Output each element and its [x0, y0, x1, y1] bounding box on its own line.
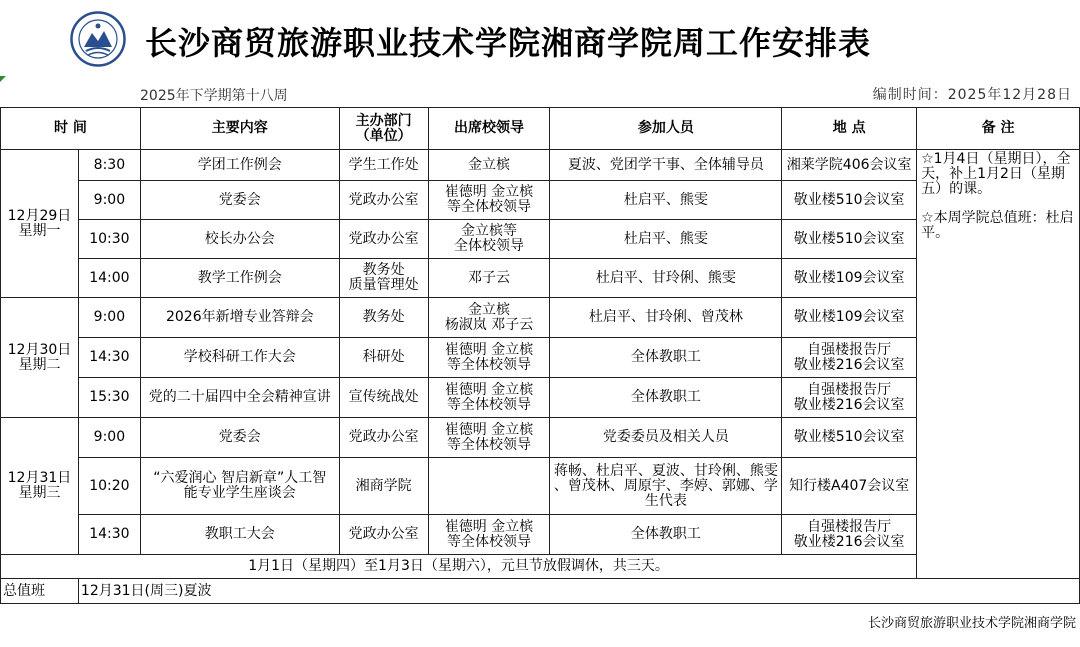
- content-cell: [140, 338, 339, 378]
- dept-cell-line: 质量管理处: [348, 277, 419, 293]
- leaders-cell-line: 金立槟: [468, 301, 511, 318]
- content-cell-line: 党的二十届四中全会精神宣讲: [148, 389, 331, 405]
- time-cell: [78, 378, 140, 418]
- leaders-cell: [428, 515, 550, 555]
- compiled-date: 编制时间：2025年12月28日: [872, 87, 1072, 103]
- participants-cell: [550, 298, 782, 338]
- location-cell-line: 敬业楼109会议室: [793, 269, 905, 286]
- content-cell: [140, 418, 339, 458]
- duty-label-line: 总值班: [3, 582, 45, 599]
- participants-cell: [550, 181, 782, 220]
- participants-cell: [550, 220, 782, 259]
- day-cell-line: 星期二: [18, 356, 61, 373]
- content-cell-line: 学团工作例会: [197, 156, 282, 173]
- participants-cell-line: 生代表: [644, 492, 687, 509]
- duty-row: [1, 579, 1080, 604]
- leaders-cell-line: 崔德明 金立槟: [444, 518, 534, 535]
- participants-cell-line: 全体教职工: [630, 349, 701, 365]
- location-cell-line: 敬业楼510会议室: [793, 191, 905, 208]
- leaders-cell-line: 金立槟: [468, 156, 511, 173]
- content-cell: [140, 259, 339, 298]
- participants-cell: [550, 378, 782, 418]
- leaders-cell-line: 等全体校领导: [447, 436, 532, 453]
- location-cell-line: 自强楼报告厅: [807, 341, 892, 358]
- schedule-row: [1, 150, 1080, 181]
- location-cell-line: 湘莱学院406会议室: [786, 156, 912, 173]
- leaders-cell-line: 崔德明 金立槟: [444, 184, 534, 200]
- content-cell-line: 校长办公会: [204, 230, 275, 247]
- location-cell: [782, 458, 917, 515]
- leaders-cell-line: 等全体校领导: [447, 396, 532, 413]
- dept-cell: [339, 378, 428, 418]
- header-participants: 参加人员: [550, 108, 782, 150]
- header-time: 时 间: [1, 108, 141, 150]
- note-item: ☆本周学院总值班：杜启平。: [921, 210, 1074, 241]
- dept-cell: [339, 181, 428, 220]
- time-cell-line: 14:30: [89, 349, 130, 365]
- content-cell-line: 党委会: [218, 191, 261, 208]
- location-cell-line: 知行楼A407会议室: [789, 477, 910, 494]
- leaders-cell: [428, 458, 550, 515]
- leaders-cell-line: 全体校领导: [454, 238, 525, 254]
- location-cell: [782, 150, 917, 181]
- dept-cell: [339, 418, 428, 458]
- participants-cell-line: 、曾茂林、周原宇、李婷、郭娜、学: [553, 477, 778, 494]
- time-cell-line: 9:00: [93, 191, 126, 208]
- leaders-cell: [428, 338, 550, 378]
- leaders-cell-line: 杨淑岚 邓子云: [444, 316, 534, 333]
- leaders-cell-line: 崔德明 金立槟: [444, 381, 534, 398]
- participants-cell: [550, 150, 782, 181]
- leaders-cell: [428, 298, 550, 338]
- time-cell: [78, 515, 140, 555]
- dept-cell: [339, 515, 428, 555]
- dept-cell-line: 宣传统战处: [348, 389, 419, 405]
- content-cell: [140, 515, 339, 555]
- location-cell-line: 敬业楼216会议室: [793, 356, 905, 373]
- leaders-cell: [428, 150, 550, 181]
- participants-cell-line: 杜启平、甘玲俐、曾茂林: [588, 309, 743, 325]
- participants-cell-line: 杜启平、熊雯: [623, 191, 708, 208]
- content-cell-line: 教职工大会: [204, 526, 275, 542]
- time-cell: [78, 150, 140, 181]
- header-dept: [339, 108, 428, 150]
- time-cell-line: 10:20: [89, 477, 130, 494]
- time-cell: [78, 338, 140, 378]
- dept-cell: [339, 150, 428, 181]
- location-cell: [782, 515, 917, 555]
- day-cell-line: 12月29日: [7, 207, 72, 224]
- location-cell-line: 敬业楼216会议室: [793, 396, 905, 413]
- location-cell: [782, 378, 917, 418]
- header-notes: 备 注: [917, 108, 1080, 150]
- note-item: ☆1月4日（星期日），全天，补上1月2日（星期五）的课。: [921, 151, 1071, 197]
- location-cell: [782, 418, 917, 458]
- dept-cell-line: 教务处: [362, 309, 405, 325]
- participants-cell-line: 全体教职工: [630, 389, 701, 405]
- schedule-table: [0, 107, 1080, 604]
- content-cell-line: “六爱润心 智启新章”人工智: [153, 470, 327, 486]
- content-cell: [140, 458, 339, 515]
- semester-label: 2025年下学期第十八周: [140, 88, 288, 104]
- leaders-cell: [428, 259, 550, 298]
- holiday-notice: [1, 555, 917, 579]
- sub-header: [0, 81, 1080, 106]
- footer-organization: 长沙商贸旅游职业技术学院湘商学院: [867, 616, 1076, 631]
- participants-cell: [550, 515, 782, 555]
- duty-label: [1, 579, 79, 604]
- location-cell-line: 敬业楼510会议室: [793, 230, 905, 247]
- content-cell: [140, 220, 339, 259]
- content-cell: [140, 181, 339, 220]
- header-dept-line2: （单位）: [355, 127, 412, 144]
- leaders-cell-line: 崔德明 金立槟: [444, 421, 534, 438]
- time-cell: [78, 418, 140, 458]
- content-cell: [140, 298, 339, 338]
- participants-cell-line: 杜启平、熊雯: [623, 230, 708, 247]
- day-cell-line: 星期一: [18, 222, 61, 239]
- leaders-cell: [428, 220, 550, 259]
- time-cell-line: 15:30: [89, 389, 130, 405]
- leaders-cell-line: 等全体校领导: [447, 199, 532, 215]
- location-cell: [782, 338, 917, 378]
- header-row: [1, 108, 1080, 150]
- location-cell-line: 敬业楼109会议室: [793, 309, 905, 325]
- content-cell-line: 教学工作例会: [197, 269, 282, 286]
- location-cell-line: 自强楼报告厅: [807, 518, 892, 535]
- header-content: 主要内容: [140, 108, 339, 150]
- dept-cell-line: 党政办公室: [348, 230, 419, 247]
- notes-cell: [917, 150, 1080, 579]
- page-header: [0, 0, 1080, 80]
- leaders-cell: [428, 181, 550, 220]
- header-dept-line1: 主办部门: [355, 112, 412, 129]
- day-cell: [1, 150, 79, 298]
- header-location: 地 点: [782, 108, 917, 150]
- time-cell: [78, 298, 140, 338]
- participants-cell-line: 党委委员及相关人员: [602, 429, 729, 445]
- content-cell-line: 能专业学生座谈会: [183, 485, 296, 501]
- dept-cell-line: 科研处: [362, 349, 405, 365]
- time-cell-line: 14:00: [89, 269, 130, 286]
- location-cell-line: 敬业楼510会议室: [793, 429, 905, 445]
- content-cell: [140, 378, 339, 418]
- day-cell-line: 星期三: [18, 485, 61, 501]
- page-title: 长沙商贸旅游职业技术学院湘商学院周工作安排表: [145, 24, 872, 62]
- participants-cell-line: 蒋畅、杜启平、夏波、甘玲俐、熊雯: [553, 462, 778, 479]
- day-cell-line: 12月30日: [7, 341, 72, 358]
- day-cell-line: 12月31日: [7, 470, 72, 486]
- location-cell: [782, 220, 917, 259]
- dept-cell-line: 湘商学院: [355, 477, 412, 494]
- leaders-cell-line: 金立槟等: [461, 223, 518, 239]
- dept-cell: [339, 458, 428, 515]
- content-cell-line: 党委会: [218, 429, 261, 445]
- participants-cell: [550, 418, 782, 458]
- holiday-notice-line: 1月1日（星期四）至1月3日（星期六），元旦节放假调休，共三天。: [248, 558, 669, 574]
- dept-cell: [339, 298, 428, 338]
- participants-cell-line: 杜启平、甘玲俐、熊雯: [595, 269, 736, 286]
- day-cell: [1, 298, 79, 418]
- leaders-cell: [428, 378, 550, 418]
- leaders-cell-line: 崔德明 金立槟: [444, 341, 534, 358]
- location-cell-line: 自强楼报告厅: [807, 381, 892, 398]
- duty-value-line: 12月31日(周三)夏波: [80, 582, 212, 599]
- time-cell-line: 9:00: [93, 309, 126, 325]
- participants-cell: [550, 259, 782, 298]
- dept-cell-line: 学生工作处: [348, 156, 419, 173]
- time-cell: [78, 181, 140, 220]
- time-cell-line: 9:00: [93, 429, 126, 445]
- leaders-cell-line: 邓子云: [468, 269, 511, 286]
- content-cell: [140, 150, 339, 181]
- location-cell: [782, 298, 917, 338]
- leaders-cell: [428, 418, 550, 458]
- location-cell: [782, 181, 917, 220]
- time-cell-line: 8:30: [93, 156, 126, 173]
- header-leaders: 出席校领导: [428, 108, 550, 150]
- time-cell: [78, 220, 140, 259]
- dept-cell: [339, 259, 428, 298]
- participants-cell: [550, 458, 782, 515]
- time-cell: [78, 458, 140, 515]
- dept-cell: [339, 338, 428, 378]
- participants-cell-line: 全体教职工: [630, 526, 701, 542]
- school-seal-logo: [70, 11, 126, 67]
- content-cell-line: 学校科研工作大会: [183, 349, 296, 365]
- dept-cell-line: 党政办公室: [348, 191, 419, 208]
- location-cell: [782, 259, 917, 298]
- leaders-cell-line: 等全体校领导: [447, 533, 532, 550]
- dept-cell-line: 教务处: [362, 262, 405, 278]
- dept-cell: [339, 220, 428, 259]
- leaders-cell-line: 等全体校领导: [447, 356, 532, 373]
- day-cell: [1, 418, 79, 555]
- participants-cell-line: 夏波、党团学干事、全体辅导员: [567, 156, 764, 173]
- time-cell-line: 14:30: [89, 526, 130, 542]
- time-cell-line: 10:30: [89, 230, 130, 247]
- participants-cell: [550, 338, 782, 378]
- location-cell-line: 敬业楼216会议室: [793, 533, 905, 550]
- content-cell-line: 2026年新增专业答辩会: [165, 309, 314, 325]
- duty-value: [78, 579, 1079, 604]
- dept-cell-line: 党政办公室: [348, 526, 419, 542]
- time-cell: [78, 259, 140, 298]
- dept-cell-line: 党政办公室: [348, 429, 419, 445]
